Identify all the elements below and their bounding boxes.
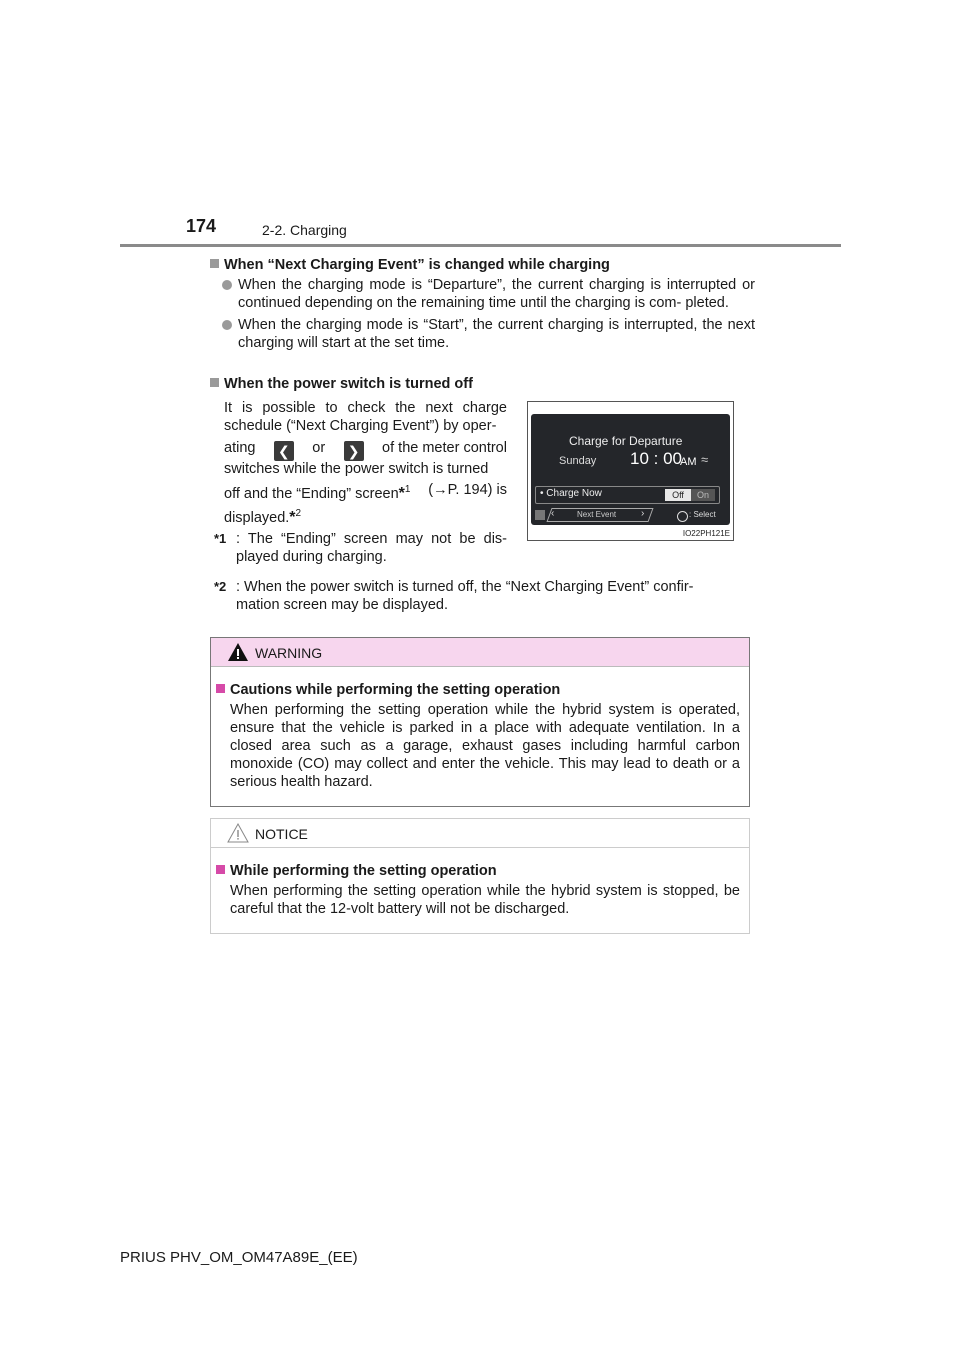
text-line: off and the “Ending” screen*$^1$ (→P. 194) is: [224, 482, 507, 502]
chevron-right-icon: ❯: [344, 441, 364, 461]
select-label: : Select: [689, 510, 716, 519]
footnote-2: *2 : When the power switch is turned off, the “Next Charging Event” confir- mation screen may be displayed.: [214, 579, 694, 613]
power-switch-paragraph: It is possible to check the next charge schedule (“Next Charging Event”) by oper-: [224, 400, 507, 434]
warning-icon: [227, 642, 249, 662]
square-bullet-icon: [216, 865, 225, 874]
section-heading: When the power switch is turned off: [210, 375, 473, 393]
section-heading: When “Next Charging Event” is changed while charging: [210, 256, 755, 274]
round-bullet-icon: [222, 320, 232, 330]
warning-body: When performing the setting operation while the hybrid system is operated, ensure that the vehicle is parked in a place with adequate ventilation. In a closed area such as a garage, exhaust gases including harmful carbon monoxide (CO) may collect and enter the vehicle. This may lead to death or a serious health hazard.: [230, 702, 740, 790]
document-footer: PRIUS PHV_OM_OM47A89E_(EE): [120, 1249, 358, 1266]
charge-now-row: [535, 486, 720, 504]
chevron-left-icon: ❮: [274, 441, 294, 461]
square-bullet-icon: [210, 378, 219, 387]
figure-code: IO22PH121E: [682, 529, 730, 538]
screen-title: Charge for Departure: [569, 434, 683, 448]
next-event-label: Next Event: [577, 510, 617, 519]
square-bullet-icon: [216, 684, 225, 693]
notice-box: [210, 818, 750, 934]
chevron-left-icon: ‹: [551, 508, 555, 519]
page-number: 174: [186, 216, 217, 236]
notice-heading: While performing the setting operation: [216, 862, 497, 880]
chevron-right-icon: ›: [641, 508, 645, 519]
warning-box: [210, 637, 750, 807]
off-toggle: Off: [665, 489, 691, 501]
on-toggle: On: [691, 489, 715, 501]
screen-ampm: AM: [680, 456, 697, 468]
warning-label: WARNING: [255, 645, 323, 661]
round-bullet-icon: [222, 280, 232, 290]
select-dial-icon: [677, 511, 688, 522]
charge-now-label: • Charge Now: [540, 488, 602, 499]
charging-plug-icon: ≈: [701, 452, 709, 467]
meter-switch-line: ating ❮ or ❯ of the meter control: [224, 440, 507, 459]
text-line: switches while the power switch is turned: [224, 461, 489, 477]
warning-header: [211, 638, 749, 667]
screen-day: Sunday: [559, 455, 597, 467]
warning-heading: Cautions while performing the setting operation: [216, 681, 560, 699]
section-when-next-charging-event: [210, 256, 755, 352]
caution-outline-icon: [227, 823, 249, 843]
meter-display-figure: [527, 401, 734, 541]
meter-screen: [531, 414, 730, 525]
notice-label: NOTICE: [255, 826, 308, 842]
section-title: 2-2. Charging: [262, 222, 347, 238]
list-item: When the charging mode is “Start”, the current charging is interrupted, the next charging will start at the set time.: [210, 316, 755, 352]
text-line: displayed.*$^2$: [224, 508, 302, 526]
screen-time: 10 : 00: [630, 449, 682, 468]
square-bullet-icon: [210, 259, 219, 268]
list-item: When the charging mode is “Departure”, the current charging is interrupted or continued depending on the remaining time until the charging is com- pleted.: [210, 276, 755, 312]
footnote-1: *1 : The “Ending” screen may not be dis- played during charging.: [214, 531, 507, 565]
notice-header: [211, 819, 749, 848]
indicator-square-icon: [535, 510, 545, 520]
notice-body: When performing the setting operation while the hybrid system is stopped, be careful that the 12-volt battery will not be discharged.: [230, 883, 740, 917]
header-rule: [120, 244, 841, 247]
